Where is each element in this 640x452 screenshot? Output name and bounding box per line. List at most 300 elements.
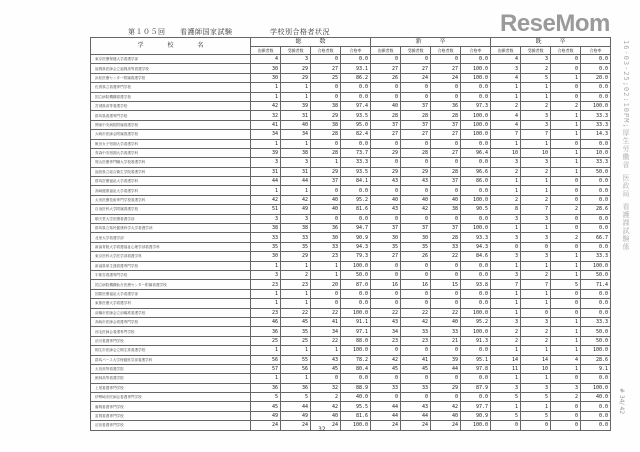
value-cell: 3 [521, 111, 551, 120]
school-name-cell: 国際医療福祉大学看護学部 [91, 289, 251, 298]
value-cell: 24 [371, 421, 401, 430]
value-cell: 33.3 [581, 111, 611, 120]
value-cell: 2 [281, 270, 311, 279]
value-cell: 42 [401, 205, 431, 214]
value-cell: 1 [311, 158, 341, 167]
value-cell: 100.0 [461, 120, 491, 129]
school-name-cell: 宇都宮看護専門学校 [91, 270, 251, 279]
value-cell: 22 [431, 308, 461, 317]
value-cell: 11 [491, 364, 521, 373]
value-cell: 33.3 [581, 158, 611, 167]
value-cell: 1 [491, 374, 521, 383]
value-cell: 1 [551, 346, 581, 355]
value-cell: 5 [521, 411, 551, 420]
table-row [91, 346, 611, 355]
table-row [91, 402, 611, 411]
value-cell: 50.0 [581, 167, 611, 176]
value-cell: 33 [371, 383, 401, 392]
value-cell: 0 [401, 214, 431, 223]
value-cell: 0 [431, 289, 461, 298]
value-cell: 0 [371, 299, 401, 308]
value-cell: 40 [311, 205, 341, 214]
value-cell: 38 [431, 205, 461, 214]
table-row [91, 289, 611, 298]
value-cell: 43 [311, 355, 341, 364]
value-cell: 42 [281, 195, 311, 204]
value-cell: 1 [521, 224, 551, 233]
value-cell: 24 [281, 421, 311, 430]
value-cell: 84.1 [341, 177, 371, 186]
value-cell: 0.0 [581, 92, 611, 101]
value-cell: 0 [431, 158, 461, 167]
value-cell: 95.2 [341, 195, 371, 204]
school-name-cell: 高崎市医師会看護専門学校 [91, 317, 251, 326]
value-cell: 42 [371, 355, 401, 364]
value-cell: 44 [371, 411, 401, 420]
value-cell: 24 [311, 421, 341, 430]
value-cell: 33 [401, 383, 431, 392]
value-cell: 33 [431, 327, 461, 336]
value-cell: 24 [251, 421, 281, 430]
value-cell: 0 [521, 242, 551, 251]
value-cell: 31 [251, 167, 281, 176]
value-cell: 24 [431, 73, 461, 82]
value-cell: 100.0 [461, 195, 491, 204]
value-cell: 100.0 [461, 327, 491, 336]
value-cell: 0 [401, 158, 431, 167]
value-cell: 36 [311, 224, 341, 233]
school-name-cell: 関東中央病院附属看護学校 [91, 120, 251, 129]
value-cell: 1 [491, 177, 521, 186]
value-cell: 29 [281, 73, 311, 82]
school-name-cell: 宮城県高等看護学校 [91, 101, 251, 110]
value-cell: 30 [371, 233, 401, 242]
value-cell: 38 [251, 224, 281, 233]
value-cell: 28 [431, 167, 461, 176]
value-cell: 24 [401, 421, 431, 430]
value-cell: 0 [551, 224, 581, 233]
value-cell: 40 [371, 195, 401, 204]
school-name-cell: 福島県立総合衛生学院看護学科 [91, 167, 251, 176]
value-cell: 22 [311, 308, 341, 317]
value-cell: 5 [521, 73, 551, 82]
table-row [91, 421, 611, 430]
value-cell: 2 [521, 336, 551, 345]
value-cell: 1 [251, 374, 281, 383]
value-cell: 0.0 [461, 393, 491, 402]
value-cell: 2 [551, 101, 581, 110]
value-cell: 0 [551, 55, 581, 64]
value-cell: 0 [431, 346, 461, 355]
value-cell: 30 [251, 64, 281, 73]
value-cell: 1 [281, 289, 311, 298]
value-cell: 0.0 [461, 214, 491, 223]
table-row [91, 270, 611, 279]
value-cell: 2 [521, 327, 551, 336]
value-cell: 1 [251, 186, 281, 195]
table-row [91, 308, 611, 317]
table-row [91, 186, 611, 195]
value-cell: 0.0 [341, 83, 371, 92]
value-cell: 26 [371, 73, 401, 82]
value-cell: 100.0 [581, 101, 611, 110]
value-cell: 3 [491, 158, 521, 167]
value-cell: 41 [401, 355, 431, 364]
value-cell: 45 [251, 402, 281, 411]
value-cell: 2 [551, 205, 581, 214]
school-name-cell: 大崎市医師会附属看護学校 [91, 130, 251, 139]
value-cell: 0 [401, 261, 431, 270]
value-cell: 0 [551, 421, 581, 430]
value-cell: 28 [431, 233, 461, 242]
value-cell: 1 [491, 186, 521, 195]
value-cell: 28 [311, 148, 341, 157]
value-cell: 45 [401, 364, 431, 373]
value-cell: 28 [401, 148, 431, 157]
value-cell: 5 [281, 393, 311, 402]
value-cell: 0.0 [581, 55, 611, 64]
table-row [91, 177, 611, 186]
value-cell: 2 [491, 327, 521, 336]
value-cell: 44 [371, 402, 401, 411]
sub-header: 受験者数 [401, 47, 431, 55]
value-cell: 97.1 [341, 327, 371, 336]
value-cell: 0.0 [461, 83, 491, 92]
value-cell: 0.0 [461, 346, 491, 355]
value-cell: 1 [491, 83, 521, 92]
value-cell: 1 [311, 261, 341, 270]
school-name-cell: 新潟青陵大学看護福祉心理学部看護学科 [91, 242, 251, 251]
value-cell: 0.0 [461, 299, 491, 308]
value-cell: 28.6 [581, 205, 611, 214]
value-cell: 35 [401, 242, 431, 251]
value-cell: 1 [521, 346, 551, 355]
fax-stamp: 16-03-25;02:10PM;厚生労働省 医政局 看護課試験係 [622, 40, 630, 252]
value-cell: 23 [281, 280, 311, 289]
value-cell: 1 [281, 139, 311, 148]
school-name-cell: 渋川看護専門学校 [91, 336, 251, 345]
value-cell: 0 [551, 139, 581, 148]
school-name-cell: 群馬県看護専門学校 [91, 111, 251, 120]
value-cell: 41 [251, 120, 281, 129]
value-cell: 97.4 [341, 101, 371, 110]
value-cell: 2 [491, 167, 521, 176]
value-cell: 50.0 [341, 270, 371, 279]
value-cell: 0 [551, 214, 581, 223]
value-cell: 0 [431, 261, 461, 270]
sub-header: 合格者数 [311, 47, 341, 55]
value-cell: 32 [311, 383, 341, 392]
value-cell: 5 [251, 393, 281, 402]
value-cell: 97.3 [461, 101, 491, 110]
value-cell: 2 [521, 167, 551, 176]
table-body [91, 55, 611, 431]
value-cell: 81.6 [341, 411, 371, 420]
value-cell: 14 [491, 355, 521, 364]
value-cell: 1 [281, 261, 311, 270]
value-cell: 1 [311, 270, 341, 279]
value-cell: 38 [311, 120, 341, 129]
value-cell: 45 [311, 364, 341, 373]
page-number: 32 [318, 426, 326, 433]
value-cell: 37 [371, 120, 401, 129]
table-row [91, 336, 611, 345]
value-cell: 1 [281, 83, 311, 92]
sub-header: 出願者数 [371, 47, 401, 55]
value-cell: 86.2 [341, 73, 371, 82]
value-cell: 29 [311, 167, 341, 176]
value-cell: 36 [281, 383, 311, 392]
value-cell: 91.1 [341, 317, 371, 326]
value-cell: 2 [521, 101, 551, 110]
value-cell: 3 [491, 317, 521, 326]
table-row [91, 55, 611, 64]
table-row [91, 73, 611, 82]
value-cell: 33 [311, 242, 341, 251]
value-cell: 0.0 [341, 55, 371, 64]
value-cell: 1 [551, 73, 581, 82]
value-cell: 66.7 [581, 233, 611, 242]
value-cell: 0 [431, 139, 461, 148]
value-cell: 44 [281, 402, 311, 411]
value-cell: 22 [431, 252, 461, 261]
value-cell: 10 [491, 148, 521, 157]
value-cell: 1 [281, 374, 311, 383]
value-cell: 43 [371, 177, 401, 186]
value-cell: 2 [491, 336, 521, 345]
value-cell: 0 [371, 214, 401, 223]
value-cell: 42 [431, 402, 461, 411]
school-name-cell: 順天堂大学医療看護学部 [91, 214, 251, 223]
school-results-table [90, 37, 611, 431]
value-cell: 40 [431, 195, 461, 204]
value-cell: 3 [491, 270, 521, 279]
value-cell: 25 [281, 336, 311, 345]
value-cell: 33 [431, 242, 461, 251]
table-row [91, 261, 611, 270]
value-cell: 2 [551, 393, 581, 402]
value-cell: 3 [281, 214, 311, 223]
value-cell: 23 [311, 252, 341, 261]
sub-header: 合格者数 [431, 47, 461, 55]
value-cell: 27 [371, 64, 401, 73]
school-name-cell: 太田高等看護学院 [91, 364, 251, 373]
value-cell: 0 [431, 83, 461, 92]
value-cell: 27 [431, 130, 461, 139]
school-name-cell: 東京医科大学医学部看護学科 [91, 252, 251, 261]
school-name-cell: 国立病院機構仙台医療センター附属看護学校 [91, 280, 251, 289]
group-header-total: 総 数 [251, 38, 371, 47]
value-cell: 40 [311, 411, 341, 420]
value-cell: 7 [491, 280, 521, 289]
school-name-cell: 青森中央短期大学看護学科 [91, 148, 251, 157]
school-name-cell: 東都医療大学看護学科 [91, 299, 251, 308]
value-cell: 0 [551, 411, 581, 420]
value-cell: 0 [311, 83, 341, 92]
value-cell: 22 [311, 336, 341, 345]
school-name-cell: 飯田女子短期大学看護学科 [91, 139, 251, 148]
table-row [91, 224, 611, 233]
value-cell: 34 [311, 327, 341, 336]
value-cell: 1 [281, 186, 311, 195]
value-cell: 28 [401, 111, 431, 120]
value-cell: 3 [281, 158, 311, 167]
value-cell: 22 [371, 308, 401, 317]
value-cell: 31 [281, 111, 311, 120]
value-cell: 43 [401, 402, 431, 411]
value-cell: 0 [311, 374, 341, 383]
value-cell: 28.6 [581, 355, 611, 364]
value-cell: 33 [251, 233, 281, 242]
school-name-cell: 岡山医療専門職大学校看護学科 [91, 158, 251, 167]
value-cell: 41 [311, 317, 341, 326]
value-cell: 78.2 [341, 355, 371, 364]
value-cell: 3 [521, 317, 551, 326]
value-cell: 5 [491, 411, 521, 420]
table-row [91, 64, 611, 73]
value-cell: 35 [371, 242, 401, 251]
school-name-cell: 太田医療技術専門学校看護学科 [91, 195, 251, 204]
value-cell: 37 [401, 101, 431, 110]
value-cell: 4 [491, 73, 521, 82]
value-cell: 34 [281, 130, 311, 139]
value-cell: 0 [521, 308, 551, 317]
fax-page-mark: # 34/ 42 [618, 388, 625, 415]
value-cell: 56 [251, 355, 281, 364]
school-name-cell: 群馬県立県民健康科学大学看護学部 [91, 224, 251, 233]
value-cell: 1 [491, 139, 521, 148]
value-cell: 1 [551, 364, 581, 373]
value-cell: 0 [371, 289, 401, 298]
value-cell: 1 [521, 177, 551, 186]
value-cell: 0.0 [461, 289, 491, 298]
school-name-cell: 富岡看護専門学校 [91, 411, 251, 420]
value-cell: 27 [431, 148, 461, 157]
value-cell: 37 [431, 224, 461, 233]
value-cell: 37 [371, 224, 401, 233]
value-cell: 1 [311, 346, 341, 355]
value-cell: 1 [551, 130, 581, 139]
value-cell: 43 [371, 317, 401, 326]
school-name-cell: 福岡県医師会立福岡高等看護学校 [91, 64, 251, 73]
value-cell: 40 [431, 317, 461, 326]
table-row [91, 317, 611, 326]
value-cell: 4 [491, 55, 521, 64]
value-cell: 87.9 [461, 383, 491, 392]
value-cell: 90.9 [341, 233, 371, 242]
school-name-cell: 桐生市医師会立桐生准看護学校 [91, 346, 251, 355]
value-cell: 22 [281, 308, 311, 317]
value-cell: 95.1 [461, 355, 491, 364]
value-cell: 27 [371, 252, 401, 261]
value-cell: 0 [491, 242, 521, 251]
exam-number: 第１０５回 [128, 28, 166, 36]
value-cell: 79.3 [341, 252, 371, 261]
table-row [91, 195, 611, 204]
value-cell: 8 [491, 205, 521, 214]
value-cell: 7 [491, 130, 521, 139]
value-cell: 1 [281, 299, 311, 308]
value-cell: 4 [551, 355, 581, 364]
value-cell: 1 [521, 83, 551, 92]
value-cell: 0 [401, 139, 431, 148]
value-cell: 38 [311, 101, 341, 110]
value-cell: 40 [431, 411, 461, 420]
school-name-cell: 高崎健康福祉大学看護学科 [91, 186, 251, 195]
school-name-cell: 東京医療保健大学看護学部 [91, 55, 251, 64]
value-cell: 7 [521, 205, 551, 214]
school-name-cell: 北里大学看護学部 [91, 233, 251, 242]
value-cell: 28 [431, 111, 461, 120]
table-row [91, 252, 611, 261]
value-cell: 0.0 [341, 92, 371, 101]
value-cell: 44 [281, 177, 311, 186]
value-cell: 0.0 [581, 374, 611, 383]
school-name-cell: 藤岡看護専門学校 [91, 402, 251, 411]
value-cell: 3 [281, 55, 311, 64]
value-cell: 3 [251, 270, 281, 279]
value-cell: 100.0 [341, 346, 371, 355]
value-cell: 0 [311, 55, 341, 64]
value-cell: 33.3 [581, 317, 611, 326]
value-cell: 0.0 [581, 177, 611, 186]
value-cell: 40 [371, 101, 401, 110]
value-cell: 3 [551, 383, 581, 392]
value-cell: 95.0 [341, 120, 371, 129]
value-cell: 1 [521, 139, 551, 148]
value-cell: 42 [251, 101, 281, 110]
value-cell: 33 [401, 327, 431, 336]
value-cell: 95.2 [461, 317, 491, 326]
value-cell: 33.3 [341, 158, 371, 167]
school-name-cell: 西毛医師会看護専門学校 [91, 327, 251, 336]
group-header-new: 新 卒 [371, 38, 491, 47]
value-cell: 3 [521, 214, 551, 223]
table-row [91, 205, 611, 214]
school-name-cell: 伊勢崎市医師会看護専門学校 [91, 393, 251, 402]
value-cell: 2 [521, 195, 551, 204]
value-cell: 34 [251, 130, 281, 139]
value-cell: 1 [551, 317, 581, 326]
table-row [91, 139, 611, 148]
table-row [91, 130, 611, 139]
value-cell: 0 [401, 270, 431, 279]
value-cell: 3 [521, 252, 551, 261]
value-cell: 71.4 [581, 280, 611, 289]
value-cell: 16 [371, 280, 401, 289]
value-cell: 1 [251, 92, 281, 101]
value-cell: 0 [401, 289, 431, 298]
value-cell: 87.0 [341, 280, 371, 289]
value-cell: 1 [551, 270, 581, 279]
value-cell: 0 [551, 177, 581, 186]
value-cell: 1 [491, 299, 521, 308]
sub-header: 合格率 [461, 47, 491, 55]
value-cell: 0 [521, 421, 551, 430]
value-cell: 3 [491, 214, 521, 223]
value-cell: 26 [401, 252, 431, 261]
value-cell: 23 [401, 336, 431, 345]
value-cell: 31 [281, 167, 311, 176]
value-cell: 30 [401, 233, 431, 242]
value-cell: 0 [431, 186, 461, 195]
sub-header: 合格者数 [551, 47, 581, 55]
value-cell: 39 [281, 101, 311, 110]
value-cell: 1 [521, 289, 551, 298]
table-row [91, 280, 611, 289]
value-cell: 0 [401, 346, 431, 355]
value-cell: 5 [521, 393, 551, 402]
